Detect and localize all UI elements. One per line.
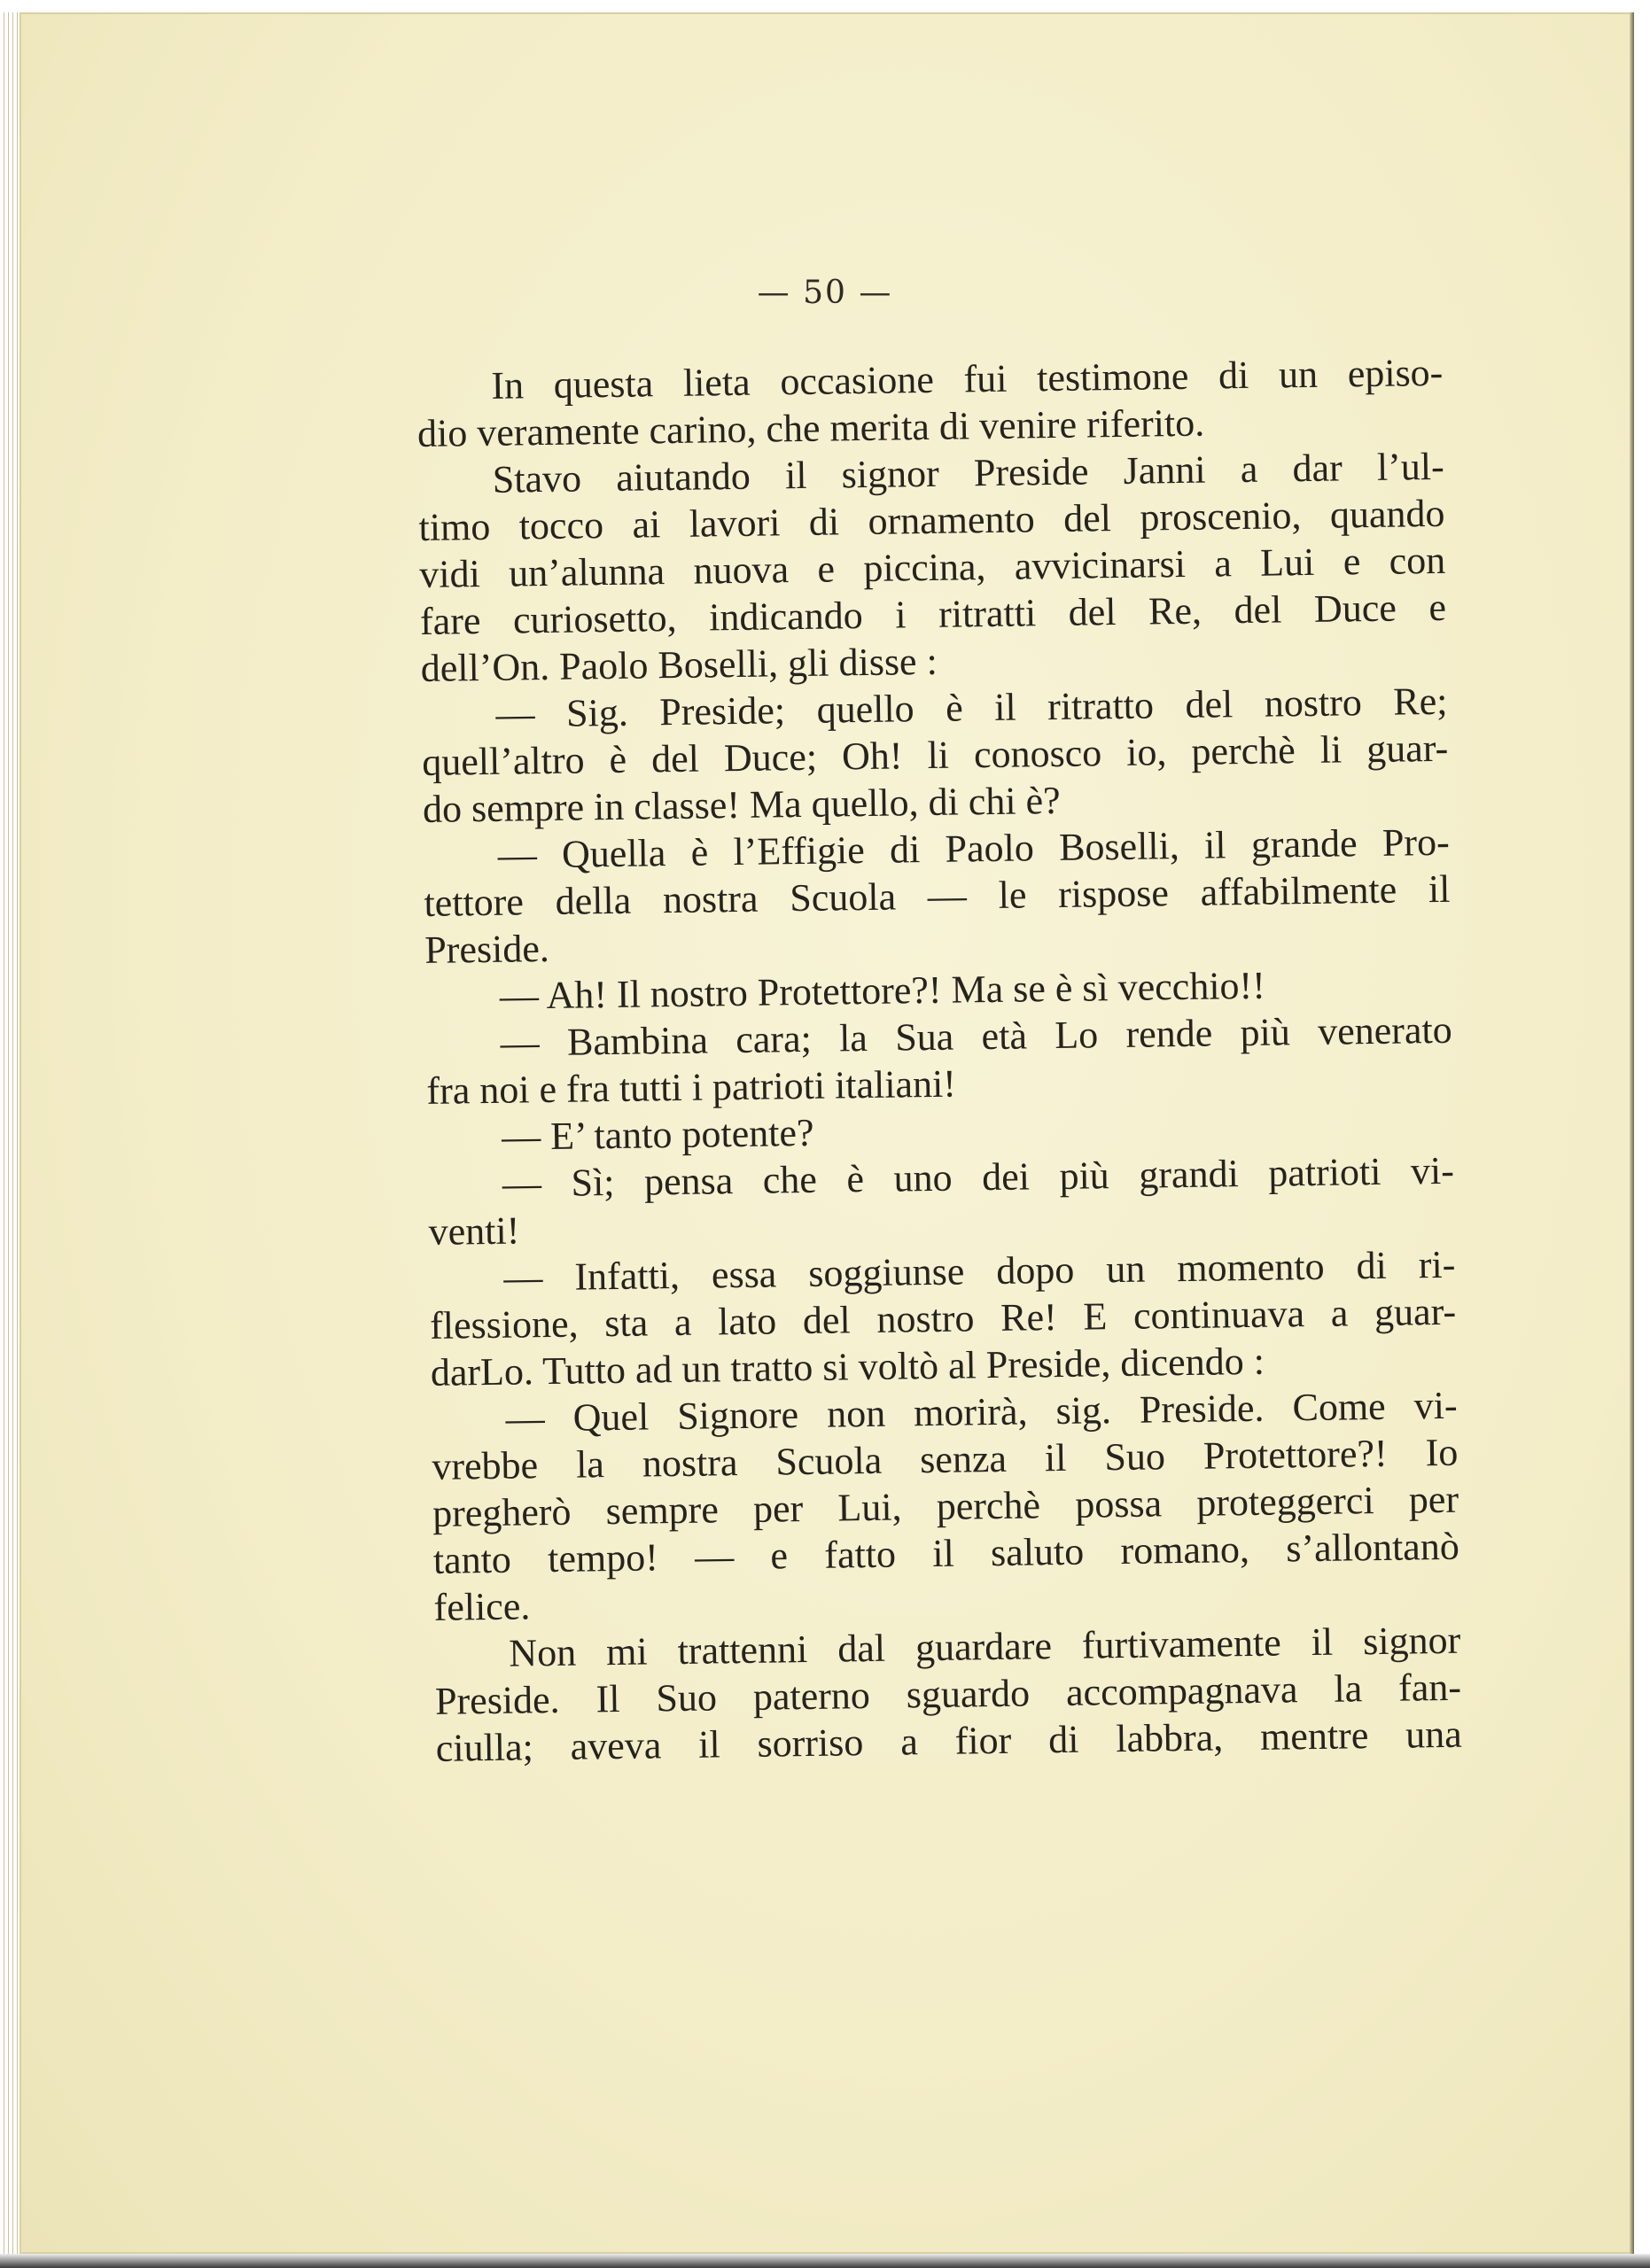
text-line: quell’altro è del Duce; Oh! li conosco io, perchè li guar- xyxy=(421,726,1449,784)
scan-bottom-edge xyxy=(0,2254,1650,2268)
text-line: flessione, sta a lato del nostro Re! E continuava a guar- xyxy=(429,1289,1457,1348)
text-line: — E’ tanto potente? xyxy=(501,1110,814,1159)
text-line: vidi un’alunna nuova e piccina, avvicinarsi a Lui e con xyxy=(418,538,1446,596)
text-line: darLo. Tutto ad un tratto si voltò al Preside, dicendo : xyxy=(430,1339,1265,1394)
text-line: dell’On. Paolo Boselli, gli disse : xyxy=(420,639,938,690)
text-line: dio veramente carino, che merita di venire riferito. xyxy=(416,400,1205,455)
text-line: — Quella è l’Effigie di Paolo Boselli, il grande Pro- xyxy=(497,819,1450,877)
text-line: — Quel Signore non morirà, sig. Preside. Come vi- xyxy=(505,1383,1458,1441)
text-line: felice. xyxy=(433,1584,531,1629)
text-line: In questa lieta occasione fui testimone di un episo- xyxy=(491,350,1444,408)
text-line: timo tocco ai lavori di ornamento del proscenio, quando xyxy=(418,491,1445,549)
text-line: — Infatti, essa soggiunse dopo un momento di ri- xyxy=(503,1242,1456,1300)
text-line: Stavo aiutando il signor Preside Janni a dar l’ul- xyxy=(492,444,1445,501)
binding-edge xyxy=(1630,12,1634,2254)
body-text xyxy=(416,349,1462,1772)
text-line: tanto tempo! — e fatto il saluto romano, s’allontanò xyxy=(432,1524,1460,1582)
text-line: do sempre in classe! Ma quello, di chi è? xyxy=(422,778,1061,831)
text-line: Preside. Il Suo paterno sguardo accompagnava la fan- xyxy=(434,1665,1462,1723)
text-line: — Ah! Il nostro Protettore?! Ma se è sì vecchio!! xyxy=(499,963,1266,1018)
text-line: vrebbe la nostra Scuola senza il Suo Protettore?! Io xyxy=(432,1430,1459,1488)
text-line: fare curiosetto, indicando i ritratti del Re, del Duce e xyxy=(419,585,1447,643)
text-line: pregherò sempre per Lui, perchè possa proteggerci per xyxy=(432,1477,1459,1535)
text-line: fra noi e fra tutti i patrioti italiani! xyxy=(426,1061,957,1113)
text-line: venti! xyxy=(428,1208,520,1254)
text-line: — Bambina cara; la Sua età Lo rende più venerato xyxy=(500,1007,1452,1065)
text-line: tettore della nostra Scuola — le rispose affabilmente il xyxy=(424,866,1451,925)
text-line: — Sig. Preside; quello è il ritratto del nostro Re; xyxy=(495,679,1448,736)
text-line: ciulla; aveva il sorriso a fior di labbra, mentre una xyxy=(435,1712,1463,1770)
text-line: Non mi trattenni dal guardare furtivamente il signor xyxy=(508,1618,1461,1675)
text-line: — Sì; pensa che è uno dei più grandi patrioti vi- xyxy=(502,1148,1455,1206)
page-number: — 50 — xyxy=(757,275,893,311)
text-line: Preside. xyxy=(424,926,550,972)
